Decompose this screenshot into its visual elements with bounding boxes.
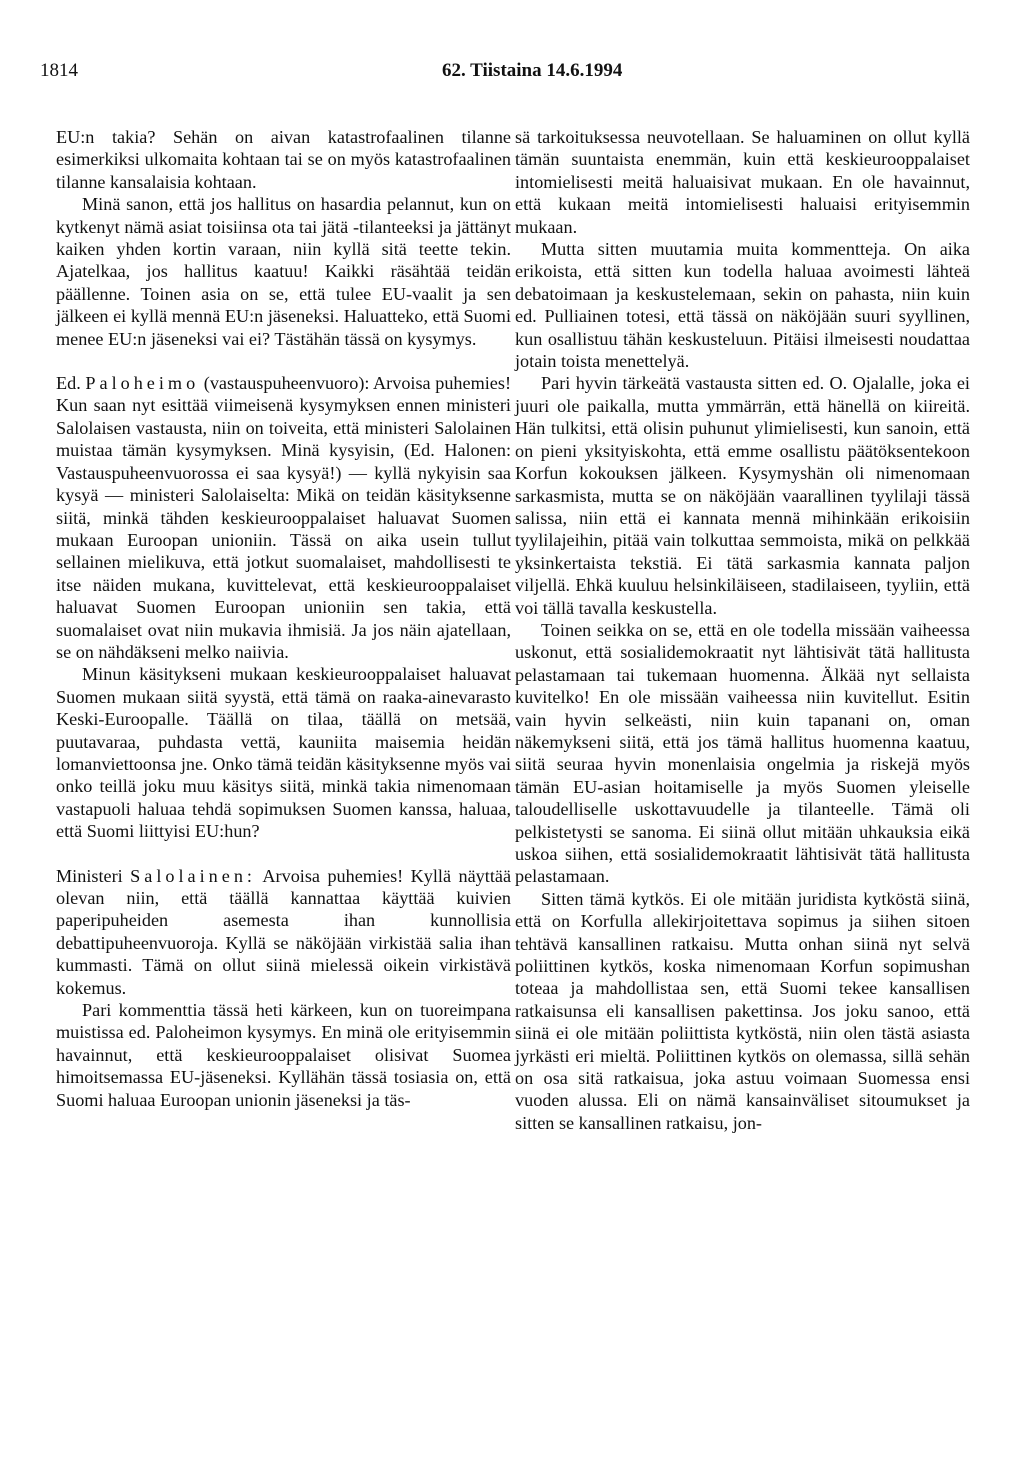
paragraph: Mutta sitten muutamia muita kommentteja. On aika erikoista, että sitten kun todella haluaa avoimesti lähteä debatoimaan ja keskustelemaan, sekin on pahasta, niin kuin ed. Pulliainen totesi, että tässä on näköjään suuri syyllinen, kun osallistuu tähän keskusteluun. Pitäisi ilmeisesti noudattaa jotain toista menettelyä. <box>515 239 970 372</box>
speech-paloheimo <box>56 372 511 663</box>
speaker-name: Salolainen: <box>130 865 256 886</box>
speech-text: Arvoisa puhemies! Kyllä näyttää olevan niin, että täällä kannattaa käyttää kuivien paperipuheiden asemesta ihan kunnollisia debattipuheenvuoroja. Kyllä se näköjään virkistää salia ihan kummasti. Tämä on ollut siinä mielessä oikein virkistävä kokemus. <box>56 865 512 998</box>
speech-text: (vastauspuheenvuoro): Arvoisa puhemies! Kun saan nyt esittää viimeisenä kysymyksen ennen ministeri Salolaisen vastausta, niin on toiveita, että ministeri Salolainen muistaa tämän kysymyksen. Minä kysyisin, (Ed. Halonen: Vastauspuheenvuorossa ei saa kysyä!) — kyllä nykyisin saa kysyä — ministeri Salolaiselta: Mikä on teidän käsityksenne siitä, minkä tähden keskieurooppalaiset haluavat Suomen mukaan Euroopan unioniin. Tässä on aika usein tullut sellainen mielikuva, että jotkut suomalaiset, mahdollisesti te itse näiden mukana, kuvittelevat, että keskieurooppalaiset haluavat Suomen Euroopan unioniin sen takia, että suomalaiset ovat niin mukavia ihmisiä. Ja jos näin ajatellaan, se on nähdäkseni melko naiivia. <box>56 373 511 662</box>
paragraph: Minä sanon, että jos hallitus on hasardia pelannut, kun on kytkenyt nämä asiat toisiinsa ota tai jätä -tilanteeksi ja jättänyt kaiken yhden kortin varaan, niin kyllä sitä teette tekin. Ajatelkaa, jos hallitus kaatuu! Kaikki räsähtää teidän päällenne. Toinen asia on se, että tulee EU-vaalit ja sen jälkeen ei kyllä mennä EU:n jäseneksi. Haluatteko, että Suomi menee EU:n jäseneksi vai ei? Tästähän tässä on kysymys. <box>56 194 511 349</box>
paragraph: Toinen seikka on se, että en ole todella missään vaiheessa uskonut, että sosialidemokraatit nyt lähtisivät tätä hallitusta pelastamaan tai tukemaan huomenna. Älkää nyt sellaista kuvitelko! En ole missään vaiheessa niin kuvitellut. Esitin vain hyvin selkeästi, niin kuin tapanani on, oman näkemykseni siitä, että jos tämä hallitus huomenna kaatuu, siitä seuraa hyvin monenlaisia ongelmia ja riskejä myös tämän EU-asian hoitamiselle ja myös Suomen yleiselle taloudelliselle uskottavuudelle ja tilanteelle. Tämä oli pelkistetysti se sanoma. Ei siinä ollut mitään uhkauksia eikä uskoa siihen, että sosialidemokraatit lähtisivät tätä hallitusta pelastamaan. <box>515 619 970 887</box>
left-column <box>56 126 511 1111</box>
speaker-prefix: Ministeri <box>56 865 123 886</box>
right-column <box>515 126 970 1134</box>
page-number: 1814 <box>40 60 78 81</box>
page-header <box>40 60 984 90</box>
speaker-name: Paloheimo <box>85 373 200 394</box>
paragraph: EU:n takia? Sehän on aivan katastrofaalinen tilanne esimerkiksi ulkomaita kohtaan tai se on myös katastrofaalinen tilanne kansalaisia kohtaan. <box>56 127 511 192</box>
speech-salolainen <box>56 865 511 999</box>
paragraph: Sitten tämä kytkös. Ei ole mitään juridista kytköstä siinä, että on Korfulla allekirjoitettava sopimus ja siihen sitoen tehtävä kansallinen ratkaisu. Mutta onhan siinä nyt selvä poliittinen kytkös, koska nimenomaan Korfun sopimushan toteaa ja mahdollistaa sen, että Suomi tekee kansallisen ratkaisunsa eli kansallisen pakettinsa. Jos joku sanoo, että siinä ei ole mitään poliittista kytköstä, niin olen tästä asiasta jyrkästi eri mieltä. Poliittinen kytkös on olemassa, sillä sehän on osa sitä ratkaisua, joka astuu voimaan Suomessa ensi vuoden alussa. Eli on nämä kansainväliset sitoumukset ja sitten se kansallinen ratkaisu, jon- <box>515 888 970 1133</box>
paragraph: Pari kommenttia tässä heti kärkeen, kun on tuoreimpana muistissa ed. Paloheimon kysymys. En minä ole erityisemmin havainnut, että keskieurooppalaiset olisivat Suomea himoitsemassa EU-jäseneksi. Kyllähän tässä tosiasia on, että Suomi haluaa Euroopan unionin jäseneksi ja täs- <box>56 1000 511 1110</box>
speaker-prefix: Ed. <box>56 373 81 394</box>
paragraph: Pari hyvin tärkeätä vastausta sitten ed. O. Ojalalle, joka ei juuri ole paikalla, mutta ymmärrän, että hänellä on kiireitä. Hän tulkitsi, että olisin puhunut ylimielisesti, kun sanoin, että on pieni yksityiskohta, että emme osallistu päätöksentekoon Korfun kokouksen jälkeen. Kysymyshän oli nimenomaan sarkasmista, mutta se on näköjään vaarallinen tyylilaji tässä salissa, niin että ei kannata mennä mihinkään erikoisiin tyylilajeihin, pitää vain tolkuttaa semmoista, mikä on pelkkää yksinkertaista tekstiä. Ei tätä sarkasmia kannata paljon viljellä. Ehkä kuuluu helsinkiläiseen, stadilaiseen, tyyliin, että voi tällä tavalla keskustella. <box>515 373 970 618</box>
paragraph: Minun käsitykseni mukaan keskieurooppalaiset haluavat Suomen mukaan siitä syystä, että tämä on raaka-ainevarasto Keski-Euroopalle. Täällä on tilaa, täällä on metsää, puutavaraa, puhdasta vettä, kauniita maisemia heidän lomanviettoonsa jne. Onko tämä teidän käsityksenne myös vai onko teillä joku muu käsitys siitä, minkä takia nimenomaan vastapuoli haluaa tehdä sopimuksen Suomen kanssa, haluaa, että Suomi liittyisi EU:hun? <box>56 664 511 842</box>
paragraph: sä tarkoituksessa neuvotellaan. Se haluaminen on ollut kyllä tämän suuntaista enemmän, kuin että keskieurooppalaiset intomielisesti meitä haluaisivat mukaan. En ole havainnut, että kukaan meitä intomielisesti haluaisi erityisemmin mukaan. <box>515 127 970 237</box>
running-head: 62. Tiistaina 14.6.1994 <box>442 60 623 81</box>
